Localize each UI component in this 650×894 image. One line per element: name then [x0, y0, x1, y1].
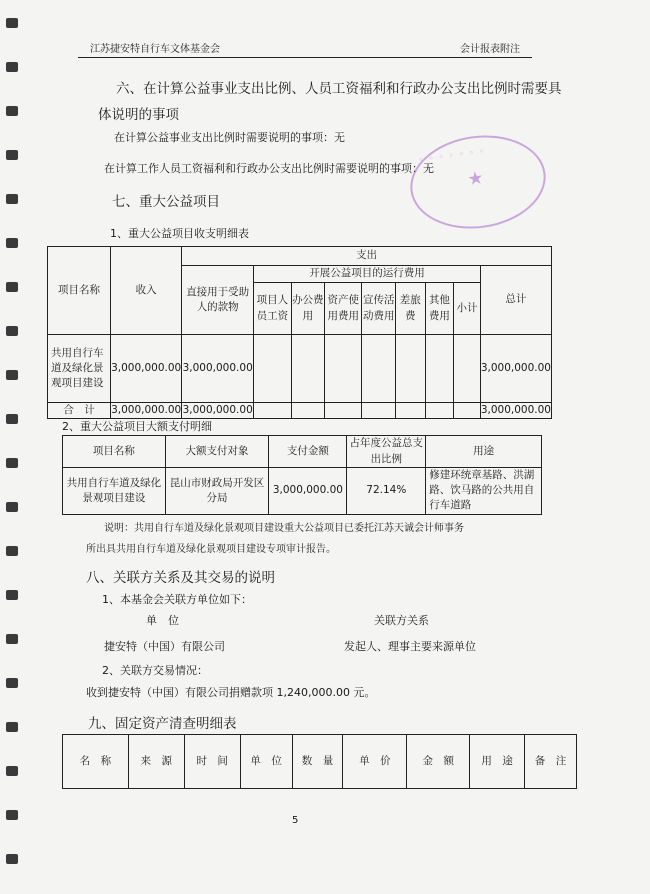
t2-head-target: 大额支付对象 [165, 436, 269, 468]
t2-head-amount: 支付金额 [269, 436, 347, 468]
t1-sub-head: 小计 [454, 283, 481, 335]
section7-note-line1: 说明：共用自行车道及绿化景观项目建设重大公益项目已委托江苏天诚会计师事务 [104, 523, 464, 534]
major-project-table [47, 246, 552, 419]
fixed-asset-table [62, 734, 577, 789]
t1-cell-empty [454, 403, 481, 419]
section7-sub1: 1、重大公益项目收支明细表 [110, 227, 249, 240]
t1-sub-head: 办公费用 [291, 283, 324, 335]
official-seal [404, 127, 551, 237]
t1-head-direct: 直接用于受助人的款物 [182, 266, 254, 335]
t1-sum-income: 3,000,000.00 [111, 403, 182, 419]
t2-ratio: 72.14% [347, 468, 426, 515]
t1-cell-empty [454, 335, 481, 403]
header-doc: 会计报表附注 [460, 44, 520, 55]
t1-head-running: 开展公益项目的运行费用 [254, 266, 481, 283]
t3-head: 名 称 [63, 735, 129, 789]
header-rule [78, 57, 532, 58]
t1-head-total: 总计 [480, 266, 551, 335]
t2-amount: 3,000,000.00 [269, 468, 347, 515]
section9-title: 九、固定资产清查明细表 [88, 716, 237, 732]
t2-head-ratio: 占年度公益总支出比例 [347, 436, 426, 468]
header-org: 江苏捷安特自行车文体基金会 [90, 44, 220, 55]
t1-cell-empty [425, 403, 454, 419]
t1-row-income: 3,000,000.00 [111, 335, 182, 403]
t2-use: 修建环统章基路、洪湖路、饮马路的公共用自行车道路 [426, 468, 542, 515]
t1-cell-empty [395, 335, 425, 403]
t1-cell-empty [362, 335, 395, 403]
t2-head-project: 项目名称 [63, 436, 166, 468]
t3-head: 数 量 [292, 735, 343, 789]
t1-row-total: 3,000,000.00 [480, 335, 551, 403]
seal-star-icon: ★ [466, 167, 486, 191]
t1-sub-head: 项目人员工资 [254, 283, 291, 335]
t1-head-income: 收入 [111, 247, 182, 335]
section6-title-line1: 六、在计算公益事业支出比例、人员工资福利和行政办公支出比例时需要具 [116, 81, 562, 97]
t1-cell-empty [395, 403, 425, 419]
t1-sum-label: 合 计 [48, 403, 111, 419]
t1-cell-empty [425, 335, 454, 403]
t3-head: 用 途 [470, 735, 525, 789]
t3-head: 单 位 [240, 735, 292, 789]
section8-trade: 收到捷安特（中国）有限公司捐赠款项 1,240,000.00 元。 [86, 686, 376, 699]
t2-project: 共用自行车道及绿化景观项目建设 [63, 468, 166, 515]
t3-head: 金 额 [407, 735, 470, 789]
t1-sub-head: 差旅费 [395, 283, 425, 335]
section6-line1: 在计算公益事业支出比例时需要说明的事项：无 [114, 131, 345, 144]
section6-title-line2: 体说明的事项 [98, 107, 179, 123]
large-payment-table [62, 435, 542, 515]
t1-cell-empty [325, 403, 362, 419]
t1-sub-head: 其他费用 [425, 283, 454, 335]
t2-head-use: 用途 [426, 436, 542, 468]
t1-sum-total: 3,000,000.00 [480, 403, 551, 419]
t1-sub-head: 宣传活动费用 [362, 283, 395, 335]
t1-sum-direct: 3,000,000.00 [182, 403, 254, 419]
t3-head: 来 源 [128, 735, 184, 789]
t1-cell-empty [254, 403, 291, 419]
t1-head-project: 项目名称 [48, 247, 111, 335]
section8-unit: 捷安特（中国）有限公司 [104, 640, 225, 653]
section8-col-relation: 关联方关系 [374, 614, 429, 627]
section8-sub2: 2、关联方交易情况： [102, 664, 208, 677]
t1-cell-empty [254, 335, 291, 403]
t1-cell-empty [291, 403, 324, 419]
seal-ring-text: ◦ ◦ ◦ ◦ ◦ ◦ ◦ [417, 146, 486, 167]
section8-title: 八、关联方关系及其交易的说明 [86, 570, 275, 586]
t1-cell-empty [325, 335, 362, 403]
section7-note-line2: 所出具共用自行车道及绿化景观项目建设专项审计报告。 [86, 544, 336, 555]
t1-cell-empty [291, 335, 324, 403]
section8-sub1: 1、本基金会关联方单位如下： [102, 593, 252, 606]
t1-head-expense: 支出 [182, 247, 552, 266]
section8-relation: 发起人、理事主要来源单位 [344, 640, 476, 653]
t3-head: 时 间 [184, 735, 240, 789]
section7-sub2: 2、重大公益项目大额支付明细 [62, 420, 212, 433]
t3-head: 单 价 [343, 735, 407, 789]
t1-cell-empty [362, 403, 395, 419]
t1-row-project: 共用自行车道及绿化景观项目建设 [48, 335, 111, 403]
t1-sub-head: 资产使用费用 [325, 283, 362, 335]
t1-row-direct: 3,000,000.00 [182, 335, 254, 403]
section7-title: 七、重大公益项目 [112, 194, 220, 210]
section6-line2: 在计算工作人员工资福利和行政办公支出比例时需要说明的事项：无 [104, 162, 434, 175]
t2-target: 昆山市财政局开发区分局 [165, 468, 269, 515]
section8-col-unit: 单 位 [146, 614, 179, 627]
t3-head: 备 注 [525, 735, 577, 789]
page-number: 5 [292, 815, 299, 826]
